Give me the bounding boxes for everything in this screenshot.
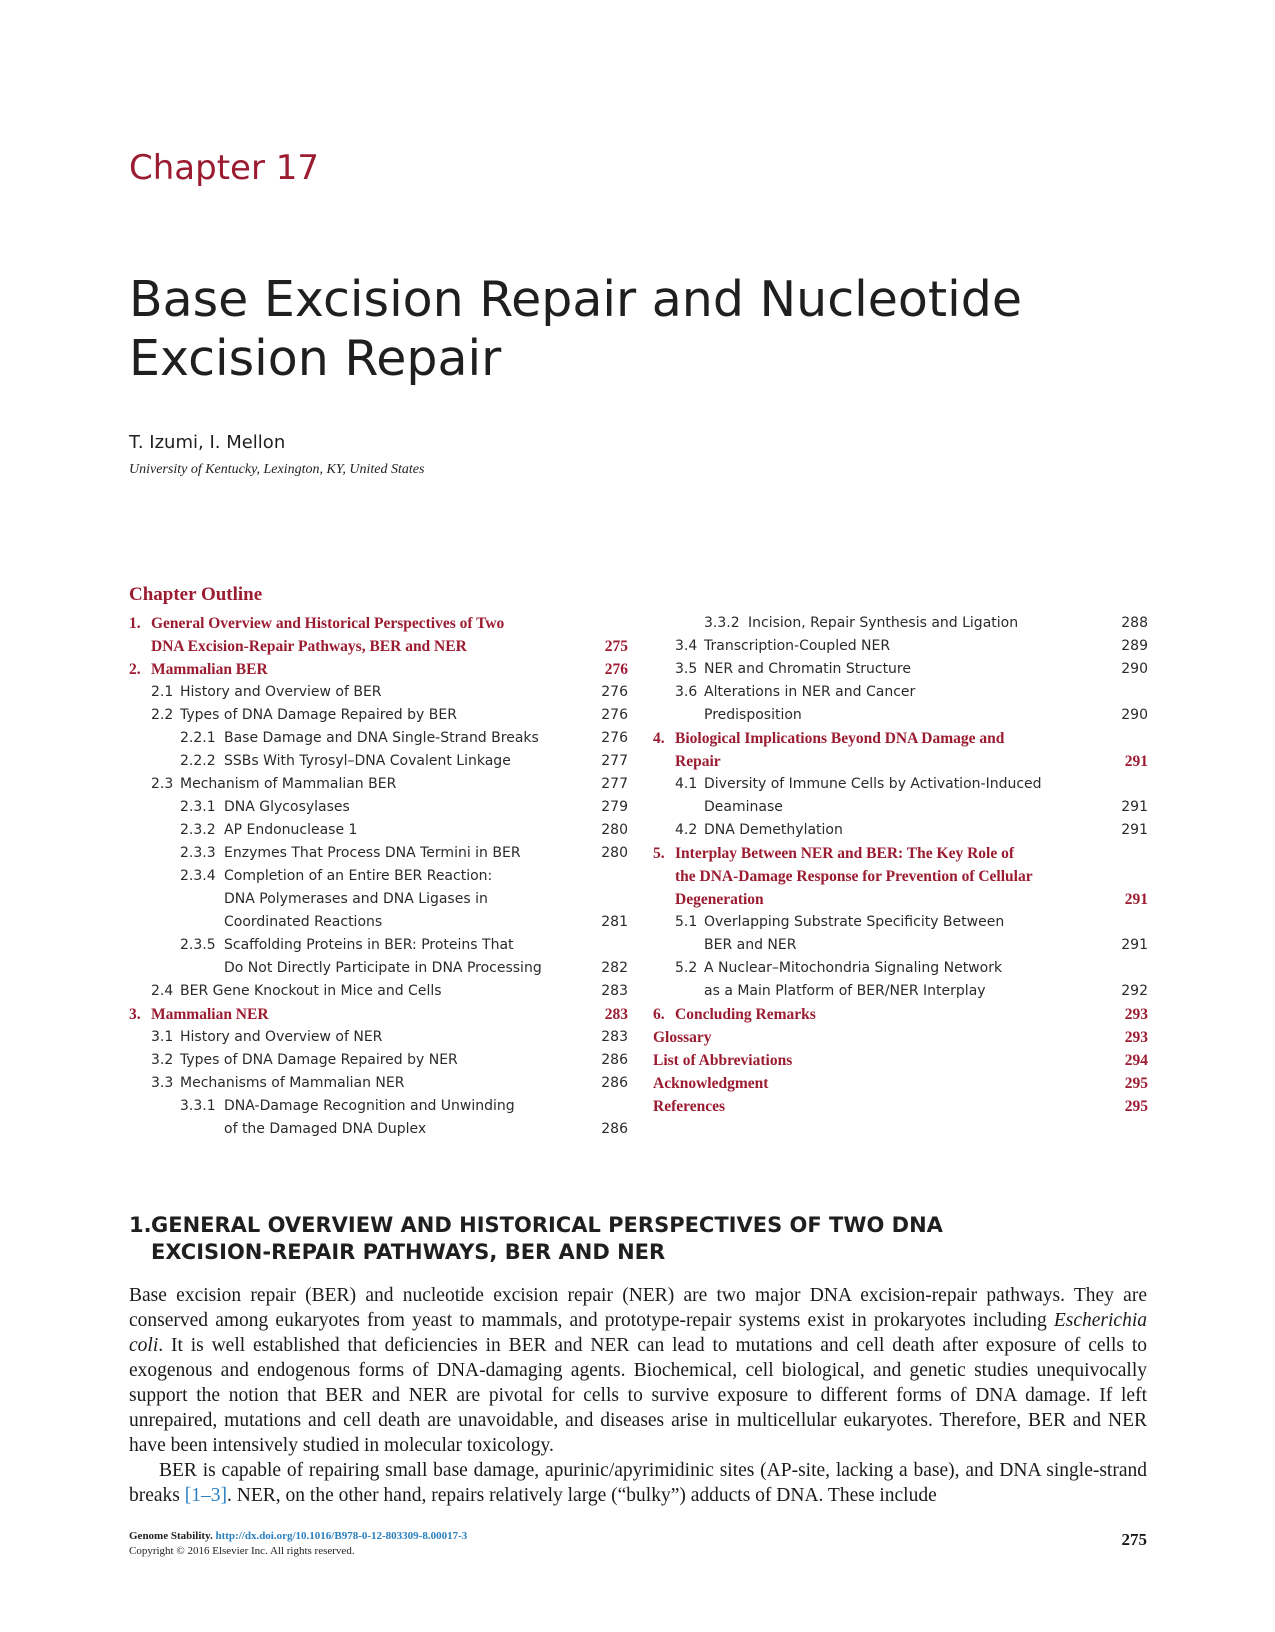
section-number: 1. [129,1213,152,1237]
toc-entry-title: as a Main Platform of BER/NER Interplay [704,983,986,999]
toc-entry-page: 276 [601,730,628,746]
toc-entry-page: 286 [601,1052,628,1068]
toc-entry-title: Mechanism of Mammalian BER [180,776,397,792]
chapter-title [129,270,1129,388]
toc-entry-title: Interplay Between NER and BER: The Key Role of [675,845,1014,862]
copyright: Copyright © 2016 Elsevier Inc. All rights reserved. [129,1545,355,1557]
paragraph-1-text-b: . It is well established that deficiencies in BER and NER can lead to mutations and cell death after exposure of cells to exogenous and endogenous forms of DNA-damaging agents. Biochemical, cell biological, and genetic studies unequivocally support the notion that BER and NER are pivotal for cells to survive exposure to different forms of DNA damage. If left unrepaired, mutations and cell death are unavoidable, and diseases arise in multicellular eukaryotes. Therefore, BER and NER have been intensively studied in molecular toxicology. [129,1335,1147,1456]
toc-entry-number: 5. [653,845,665,862]
toc-entry[interactable] [653,658,1148,681]
toc-entry-page: 277 [601,753,628,769]
toc-entry-title: Overlapping Substrate Specificity Between [704,914,1005,930]
toc-entry-page: 295 [1124,1075,1148,1092]
toc-entry[interactable] [653,819,1148,842]
toc-entry-title: Concluding Remarks [675,1006,816,1023]
toc-entry[interactable] [129,681,628,704]
toc-entry[interactable] [129,911,628,934]
toc-entry-number: 4.1 [675,776,698,792]
toc-entry-title: BER and NER [704,937,797,953]
toc-entry-number: 2.2.1 [180,730,216,746]
toc-entry-number: 2. [129,661,141,678]
toc-entry-title: Repair [675,753,721,770]
toc-entry-page: 290 [1121,661,1148,677]
toc-entry-title: Diversity of Immune Cells by Activation-Induced [704,776,1042,792]
toc-entry-number: 2.3 [151,776,174,792]
toc-entry-page: 280 [601,845,628,861]
toc-entry-title: Do Not Directly Participate in DNA Processing [224,960,542,976]
toc-entry[interactable] [653,773,1148,796]
toc-entry-title: Biological Implications Beyond DNA Damage and [675,730,1005,747]
toc-entry-page: 279 [601,799,628,815]
footer [129,1529,467,1559]
toc-entry-title: Enzymes That Process DNA Termini in BER [224,845,521,861]
toc-entry[interactable] [129,819,628,842]
toc-entry[interactable] [129,842,628,865]
toc-entry-number: 5.1 [675,914,698,930]
toc-entry-number: 2.2.2 [180,753,216,769]
toc-entry-number: 3.3 [151,1075,174,1091]
toc-entry-number: 6. [653,1006,665,1023]
toc-entry-title: the DNA-Damage Response for Prevention of Cellular [675,868,1033,885]
doi-link[interactable]: http://dx.doi.org/10.1016/B978-0-12-803309-8.00017-3 [215,1530,468,1542]
toc-entry-title: Base Damage and DNA Single-Strand Breaks [224,730,539,746]
toc-entry-page: 277 [601,776,628,792]
toc-entry-title: Types of DNA Damage Repaired by NER [180,1052,458,1068]
toc-entry[interactable] [129,980,628,1003]
toc-entry-page: 276 [601,707,628,723]
toc-entry[interactable] [129,1003,628,1026]
toc-entry-page: 291 [1121,937,1148,953]
toc-entry[interactable] [653,865,1148,888]
page-number: 275 [1121,1530,1147,1549]
toc-entry-number: 4. [653,730,665,747]
toc-entry[interactable] [653,704,1148,727]
species-name: Escherichia coli [129,1310,1147,1356]
toc-entry-title: DNA Excision-Repair Pathways, BER and NER [151,638,467,655]
toc-entry-title: A Nuclear–Mitochondria Signaling Network [704,960,1003,976]
toc-entry-page: 293 [1124,1006,1148,1023]
toc-entry-page: 283 [604,1006,628,1023]
toc-entry-title: Completion of an Entire BER Reaction: [224,868,493,884]
section-heading-line-2: EXCISION-REPAIR PATHWAYS, BER AND NER [151,1240,666,1264]
toc-entry-number: 3.5 [675,661,698,677]
toc-entry[interactable] [129,1026,628,1049]
toc-entry-number: 3.4 [675,638,698,654]
paragraph-1-text-a: Base excision repair (BER) and nucleotide excision repair (NER) are two major DNA excision-repair pathways. They are conserved among eukaryotes from yeast to mammals, and prototype-repair systems exist in prokaryotes including [129,1285,1147,1331]
toc-entry[interactable] [653,727,1148,750]
toc-entry-number: 2.3.2 [180,822,216,838]
paragraph-1 [129,1283,1147,1458]
toc-entry[interactable] [129,750,628,773]
toc-entry-title: References [653,1098,726,1115]
toc-entry-number: 3.3.2 [704,615,740,631]
toc-entry[interactable] [129,1072,628,1095]
toc-entry[interactable] [653,980,1148,1003]
toc-entry-number: 3.2 [151,1052,174,1068]
toc-entry-title: General Overview and Historical Perspectives of Two [151,615,505,632]
toc-entry-title: DNA Demethylation [704,822,843,838]
toc-entry-title: SSBs With Tyrosyl–DNA Covalent Linkage [224,753,511,769]
toc-entry[interactable] [653,612,1148,635]
toc-entry-number: 4.2 [675,822,698,838]
toc-entry[interactable] [129,888,628,911]
toc-entry-title: Alterations in NER and Cancer [704,684,916,700]
paragraph-2-text-a: BER is capable of repairing small base damage, apurinic/apyrimidinic sites (AP-site, lacking a base), and DNA single-strand breaks [129,1460,1147,1506]
toc-entry-page: 291 [1121,799,1148,815]
toc-entry-title: Transcription-Coupled NER [704,638,891,654]
toc-entry-title: AP Endonuclease 1 [224,822,358,838]
toc-entry[interactable] [653,635,1148,658]
toc-entry[interactable] [653,1003,1148,1026]
toc-entry[interactable] [653,750,1148,773]
journal-name: Genome Stability. [129,1530,213,1542]
toc-entry-page: 286 [601,1075,628,1091]
toc-entry-page: 289 [1121,638,1148,654]
toc-entry[interactable] [129,773,628,796]
toc-entry[interactable] [129,658,628,681]
toc-entry-title: Mechanisms of Mammalian NER [180,1075,405,1091]
affiliation: University of Kentucky, Lexington, KY, United States [129,462,425,477]
toc-entry-number: 2.3.3 [180,845,216,861]
toc-entry-page: 283 [601,983,628,999]
chapter-title-line-2: Excision Repair [129,330,502,387]
toc-entry-title: NER and Chromatin Structure [704,661,911,677]
toc-entry-page: 294 [1124,1052,1148,1069]
toc-entry[interactable] [653,888,1148,911]
toc-entry-title: Coordinated Reactions [224,914,383,930]
toc-entry-page: 293 [1124,1029,1148,1046]
citation-link[interactable]: [1–3] [184,1485,228,1506]
authors: T. Izumi, I. Mellon [129,432,286,453]
toc-entry-page: 295 [1124,1098,1148,1115]
toc-entry-number: 2.4 [151,983,174,999]
paragraph-2 [129,1458,1147,1508]
toc-entry-title: Degeneration [675,891,764,908]
toc-entry-number: 2.2 [151,707,174,723]
toc-entry-title: Scaffolding Proteins in BER: Proteins That [224,937,514,953]
paragraph-2-text-b: . NER, on the other hand, repairs relatively large (“bulky”) adducts of DNA. These include [227,1485,937,1506]
toc-entry-number: 2.3.5 [180,937,216,953]
toc-entry[interactable] [129,635,628,658]
toc-entry[interactable] [129,957,628,980]
toc-entry-number: 3. [129,1006,141,1023]
toc-entry-page: 275 [604,638,628,655]
toc-entry-page: 280 [601,822,628,838]
toc-entry-title: List of Abbreviations [653,1052,793,1069]
toc-entry-number: 1. [129,615,141,632]
toc-entry-title: Predisposition [704,707,802,723]
toc-entry-page: 276 [604,661,628,678]
toc-entry-page: 291 [1124,891,1148,908]
toc-entry-page: 283 [601,1029,628,1045]
toc-entry-title: of the Damaged DNA Duplex [224,1121,427,1137]
toc-entry[interactable] [653,911,1148,934]
toc-entry-number: 2.1 [151,684,174,700]
toc-entry[interactable] [129,727,628,750]
toc-entry-page: 281 [601,914,628,930]
toc-entry-page: 291 [1121,822,1148,838]
toc-entry-title: Glossary [653,1029,712,1046]
toc-entry[interactable] [129,1049,628,1072]
toc-entry-number: 2.3.1 [180,799,216,815]
body-text [129,1283,1147,1508]
chapter-title-line-1: Base Excision Repair and Nucleotide [129,271,1022,328]
toc-entry-title: History and Overview of NER [180,1029,383,1045]
toc-entry[interactable] [129,865,628,888]
toc-entry-title: Mammalian BER [151,661,268,678]
toc-entry[interactable] [129,1095,628,1118]
toc-entry-title: DNA Polymerases and DNA Ligases in [224,891,488,907]
toc-entry[interactable] [129,934,628,957]
toc-entry-number: 3.1 [151,1029,174,1045]
toc-entry-number: 2.3.4 [180,868,216,884]
toc-entry-page: 282 [601,960,628,976]
toc-entry-title: DNA Glycosylases [224,799,350,815]
toc-entry-number: 3.6 [675,684,698,700]
toc-entry-title: Types of DNA Damage Repaired by BER [180,707,457,723]
toc-entry-page: 276 [601,684,628,700]
toc-entry[interactable] [129,612,628,635]
toc-entry-number: 3.3.1 [180,1098,216,1114]
toc-right-column [653,612,1148,1118]
toc-entry[interactable] [653,934,1148,957]
section-heading-line-1: GENERAL OVERVIEW AND HISTORICAL PERSPECTIVES OF TWO DNA [151,1213,943,1237]
toc-entry-title: History and Overview of BER [180,684,382,700]
toc-entry-page: 290 [1121,707,1148,723]
toc-entry[interactable] [129,796,628,819]
toc-left-column [129,612,628,1141]
toc-entry-title: Acknowledgment [653,1075,769,1092]
toc-entry-page: 291 [1124,753,1148,770]
toc-entry[interactable] [653,1049,1148,1072]
toc-entry-page: 292 [1121,983,1148,999]
toc-entry[interactable] [653,1026,1148,1049]
toc-entry[interactable] [129,704,628,727]
toc-entry-page: 288 [1121,615,1148,631]
toc-entry[interactable] [653,681,1148,704]
toc-entry[interactable] [653,1072,1148,1095]
toc-entry[interactable] [653,796,1148,819]
outline-heading: Chapter Outline [129,584,263,605]
chapter-label: Chapter 17 [129,148,320,188]
toc-entry-title: Deaminase [704,799,783,815]
toc-entry-number: 5.2 [675,960,698,976]
toc-entry-title: DNA-Damage Recognition and Unwinding [224,1098,515,1114]
toc-entry-title: BER Gene Knockout in Mice and Cells [180,983,442,999]
toc-entry[interactable] [653,1095,1148,1118]
toc-entry-title: Mammalian NER [151,1006,269,1023]
toc-entry[interactable] [129,1118,628,1141]
toc-entry-page: 286 [601,1121,628,1137]
toc-entry-title: Incision, Repair Synthesis and Ligation [748,615,1019,631]
toc-entry[interactable] [653,842,1148,865]
toc-entry[interactable] [653,957,1148,980]
